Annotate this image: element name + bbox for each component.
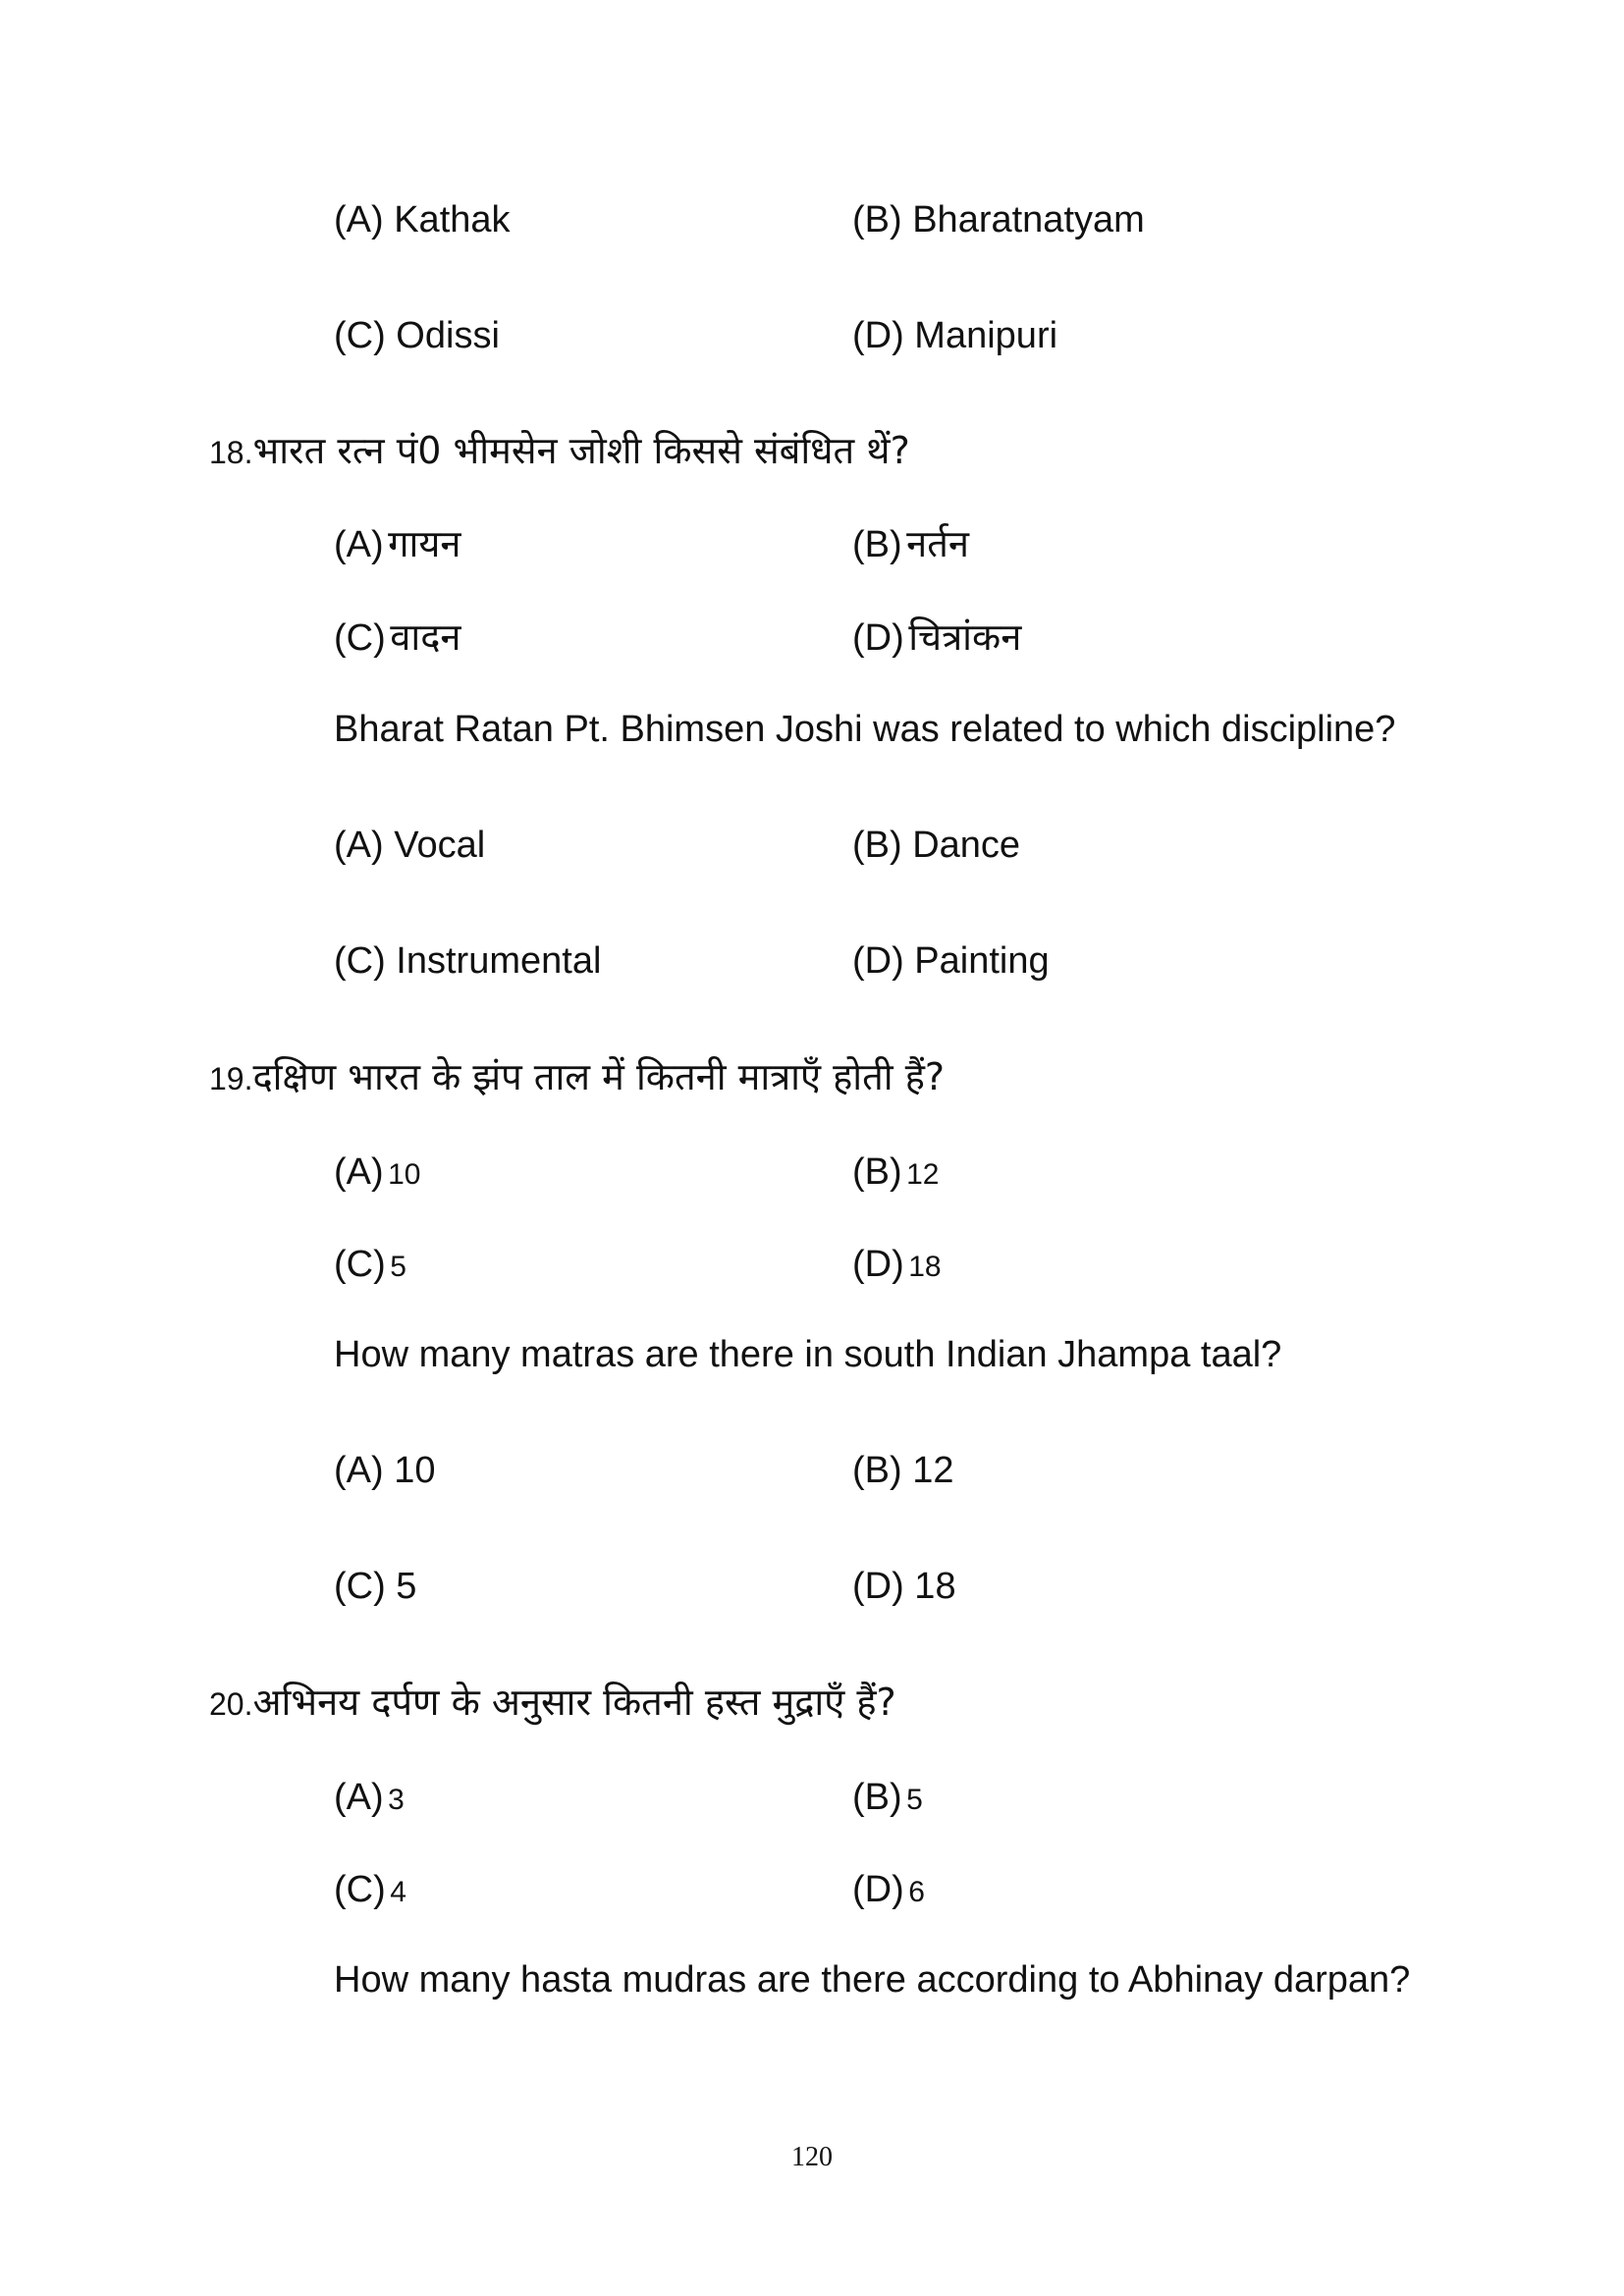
question-number: 20. — [209, 1686, 253, 1722]
q20-hi-option-a: (A) 3 — [334, 1777, 405, 1818]
prev-option-c: (C) Odissi — [334, 315, 500, 356]
q19-en-option-b: (B) 12 — [852, 1450, 954, 1491]
q20-hi-option-c: (C) 4 — [334, 1869, 406, 1910]
q19-hi-option-d: (D) 18 — [852, 1244, 942, 1285]
q19-hi-option-c: (C) 5 — [334, 1244, 406, 1285]
q19-english-question: How many matras are there in south Indian Jhampa taal? — [334, 1334, 1282, 1375]
prev-option-b: (B) Bharatnatyam — [852, 199, 1145, 240]
q18-hindi-question — [209, 429, 910, 472]
q18-en-option-d: (D) Painting — [852, 940, 1050, 982]
q19-en-option-d: (D) 18 — [852, 1566, 956, 1607]
q18-hi-option-b: (B) नर्तन — [852, 522, 969, 565]
q18-english-question: Bharat Ratan Pt. Bhimsen Joshi was related to which discipline? — [334, 709, 1396, 750]
q18-en-option-a: (A) Vocal — [334, 825, 486, 866]
q18-hi-option-d: (D) चित्रांकन — [852, 615, 1022, 659]
q18-hi-option-a: (A) गायन — [334, 522, 461, 565]
q19-hindi-question — [209, 1055, 946, 1098]
q20-english-question: How many hasta mudras are there according to Abhinay darpan? — [334, 1959, 1411, 2001]
question-number: 19. — [209, 1061, 253, 1096]
page-number: 120 — [791, 2142, 833, 2172]
q18-hi-option-c: (C) वादन — [334, 615, 461, 659]
q20-hi-option-d: (D) 6 — [852, 1869, 925, 1910]
prev-option-a: (A) Kathak — [334, 199, 511, 240]
q19-en-option-a: (A) 10 — [334, 1450, 436, 1491]
q18-en-option-b: (B) Dance — [852, 825, 1021, 866]
q19-en-option-c: (C) 5 — [334, 1566, 417, 1607]
prev-option-d: (D) Manipuri — [852, 315, 1058, 356]
q20-hindi-question — [209, 1681, 896, 1724]
question-text-hindi: भारत रत्न पं0 भीमसेन जोशी किससे संबंधित थें? — [252, 429, 910, 472]
question-text-hindi: अभिनय दर्पण के अनुसार कितनी हस्त मुद्राएँ हैं? — [252, 1681, 896, 1724]
q20-hi-option-b: (B) 5 — [852, 1777, 923, 1818]
question-text-hindi: दक्षिण भारत के झंप ताल में कितनी मात्राएँ होती हैं? — [252, 1055, 946, 1098]
q19-hi-option-b: (B) 12 — [852, 1151, 940, 1193]
q18-en-option-c: (C) Instrumental — [334, 940, 602, 982]
q19-hi-option-a: (A) 10 — [334, 1151, 421, 1193]
question-number: 18. — [209, 435, 253, 470]
